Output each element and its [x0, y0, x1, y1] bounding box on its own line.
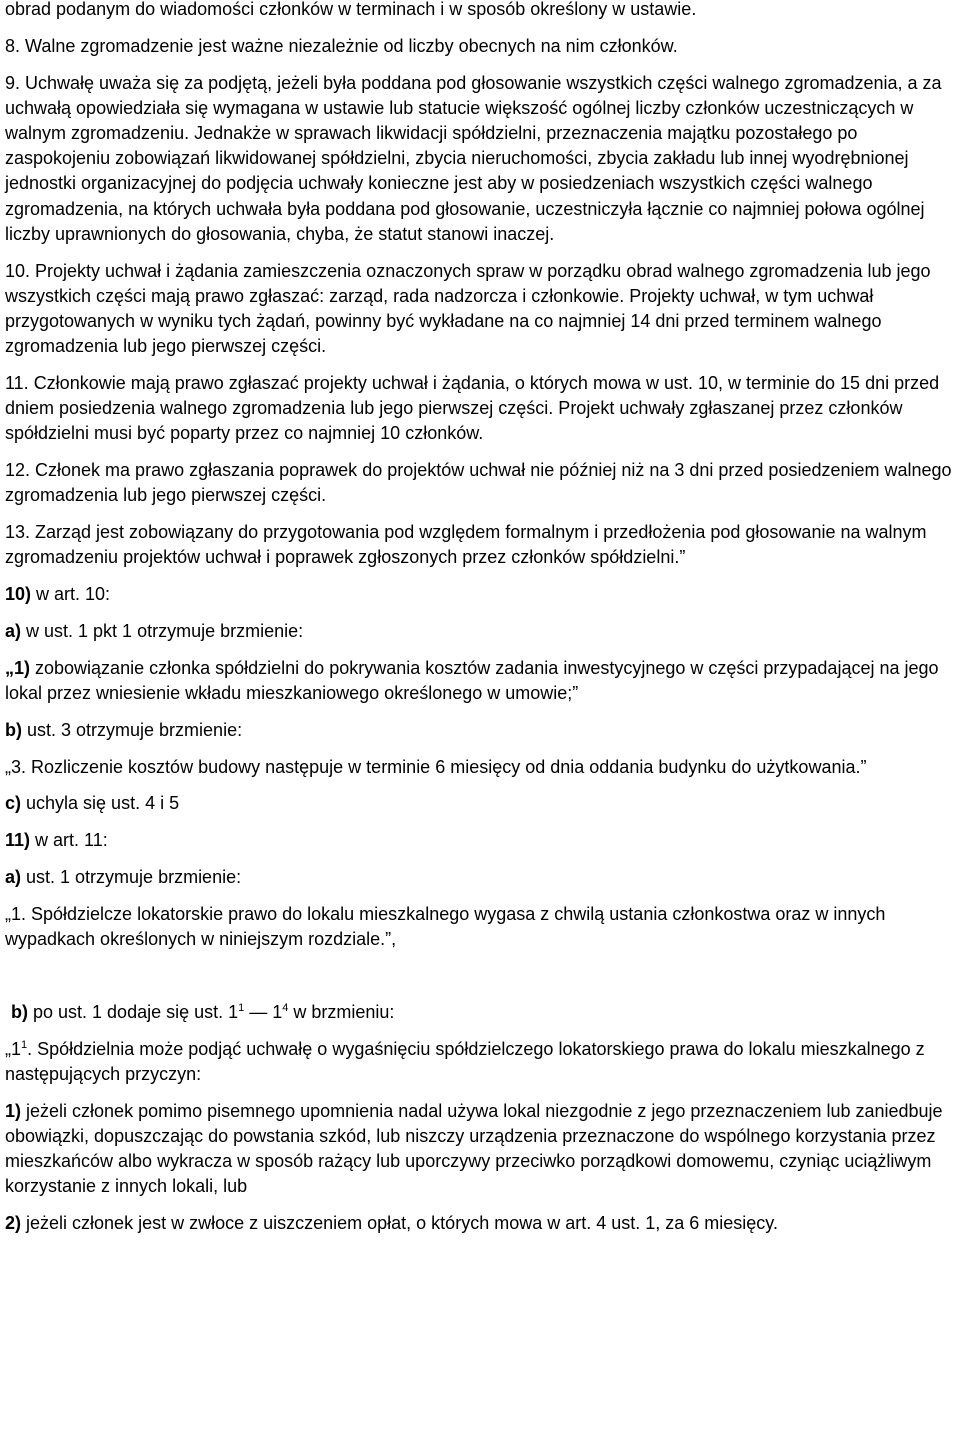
point-number: 10) — [5, 584, 32, 605]
point-text: jeżeli członek pomimo pisemnego upomnienia nadal używa lokal niezgodnie z jego przeznaczeniem lub zaniedbuje obowiązki, dopuszczając do powstania szkód, lub niszczy urządzenia przeznaczone do wspólnego korzystania przez mieszkańców albo wykracza w sposób rażący lub uporczywy przeciwko porządkowi domowemu, czyniąc uciążliwym korzystanie z innych lokali, lub — [5, 1100, 943, 1197]
amendment-art-10-c — [5, 791, 956, 816]
quoted-point-2 — [5, 1211, 956, 1236]
letter-label: c) — [5, 793, 22, 814]
quoted-provision-art11-1: „1. Spółdzielcze lokatorskie prawo do lokalu mieszkalnego wygasa z chwilą ustania członkostwa oraz w innych wypadkach określonych w niniejszym rozdziale.”, — [5, 903, 886, 949]
vertical-gap — [5, 964, 956, 1000]
quoted-provision-1 — [5, 656, 956, 706]
paragraph-12: 12. Członek ma prawo zgłaszania poprawek do projektów uchwał nie później niż na 3 dni przed posiedzeniem walnego zgromadzenia lub jego pierwszej części. — [5, 460, 952, 506]
point-number: 11) — [5, 830, 31, 851]
amendment-art-10 — [5, 582, 956, 607]
point-text: w art. 11: — [30, 830, 108, 851]
quoted-point-1 — [5, 1099, 956, 1200]
letter-label: b) — [5, 719, 22, 740]
point-text: w art. 10: — [31, 584, 111, 605]
paragraph-continuation: obrad podanym do wiadomości członków w terminach i w sposób określony w ustawie. — [5, 0, 697, 19]
point-text: jeżeli członek jest w zwłoce z uiszczeniem opłat, o których mowa w art. 4 ust. 1, za 6 miesięcy. — [21, 1213, 778, 1233]
letter-text: uchyla się ust. 4 i 5 — [21, 793, 180, 814]
letter-label: a) — [5, 621, 22, 642]
letter-text-1: po ust. 1 dodaje się ust. 1 — [28, 1001, 239, 1022]
superscript: 4 — [282, 1001, 289, 1014]
paragraph-11: 11. Członkowie mają prawo zgłaszać projekty uchwał i żądania, o których mowa w ust. 10, w terminie do 15 dni przed dniem posiedzenia walnego zgromadzenia lub jego pierwszej części. Projekt uchwały zgłaszanej przez członków spółdzielni musi być poparty przez co najmniej 10 członków. — [5, 373, 940, 444]
point-number: 2) — [5, 1213, 22, 1233]
quote-text: . Spółdzielnia może podjąć uchwałę o wygaśnięciu spółdzielczego lokatorskiego prawa do lokalu mieszkalnego z następujących przyczyn: — [5, 1038, 925, 1084]
paragraph-10: 10. Projekty uchwał i żądania zamieszczenia oznaczonych spraw w porządku obrad walnego zgromadzenia lub jego wszystkich części mają prawo zgłaszać: zarząd, rada nadzorcza i członkowie. Projekty uchwał, w tym uchwał przygotowanych w wyniku tych żądań, powinny być wykładane na co najmniej 14 dni przed terminem walnego zgromadzenia lub jego pierwszej części. — [5, 260, 931, 357]
point-number: 1) — [5, 1100, 22, 1121]
letter-text: ust. 1 otrzymuje brzmienie: — [21, 867, 242, 887]
amendment-art-10-b — [5, 718, 956, 743]
superscript: 1 — [21, 1038, 28, 1051]
paragraph-8: 8. Walne zgromadzenie jest ważne niezależnie od liczby obecnych na nim członków. — [5, 35, 678, 56]
amendment-art-11-a — [5, 865, 956, 890]
amendment-art-11-b — [5, 1000, 956, 1025]
paragraph-13: 13. Zarząd jest zobowiązany do przygotowania pod względem formalnym i przedłożenia pod głosowanie na walnym zgromadzeniu projektów uchwał i poprawek zgłoszonych przez członków spółdzielni.” — [5, 522, 927, 568]
letter-label: a) — [5, 867, 22, 887]
quote-text: zobowiązanie członka spółdzielni do pokrywania kosztów zadania inwestycyjnego w części przypadającej na jego lokal przez wniesienie wkładu mieszkaniowego określonego w umowie;” — [5, 657, 939, 704]
letter-text: w ust. 1 pkt 1 otrzymuje brzmienie: — [21, 621, 304, 642]
amendment-art-11 — [5, 828, 956, 853]
letter-text-3: w brzmieniu: — [288, 1001, 395, 1022]
amendment-art-10-a — [5, 619, 956, 644]
quote-start: „1 — [5, 1038, 22, 1059]
letter-text-2: — 1 — [244, 1001, 283, 1022]
paragraph-9: 9. Uchwałę uważa się za podjętą, jeżeli była poddana pod głosowanie wszystkich części walnego zgromadzenia, a za uchwałą opowiedziała się wymagana w ustawie lub statucie większość ogólnej liczby członków uczestniczących w walnym zgromadzeniu. Jednakże w sprawach likwidacji spółdzielni, przeznaczenia majątku pozostałego po zaspokojeniu zobowiązań likwidowanej spółdzielni, zbycia nieruchomości, zbycia zakładu lub innej wyodrębnionej jednostki organizacyjnej do podjęcia uchwały konieczne jest aby w posiedzeniach wszystkich części walnego zgromadzenia, na których uchwała była poddana pod głosowanie, uczestniczyła łącznie co najmniej połowa ogólnej liczby uprawnionych do głosowania, chyba, że statut stanowi inaczej. — [5, 72, 942, 244]
quote-number: „1) — [5, 657, 31, 678]
superscript: 1 — [238, 1001, 245, 1014]
letter-label: b) — [11, 1001, 28, 1022]
quoted-provision-1-1 — [5, 1037, 956, 1087]
letter-text: ust. 3 otrzymuje brzmienie: — [22, 719, 243, 740]
quoted-provision-3: „3. Rozliczenie kosztów budowy następuje w terminie 6 miesięcy od dnia oddania budynku do użytkowania.” — [5, 756, 867, 777]
